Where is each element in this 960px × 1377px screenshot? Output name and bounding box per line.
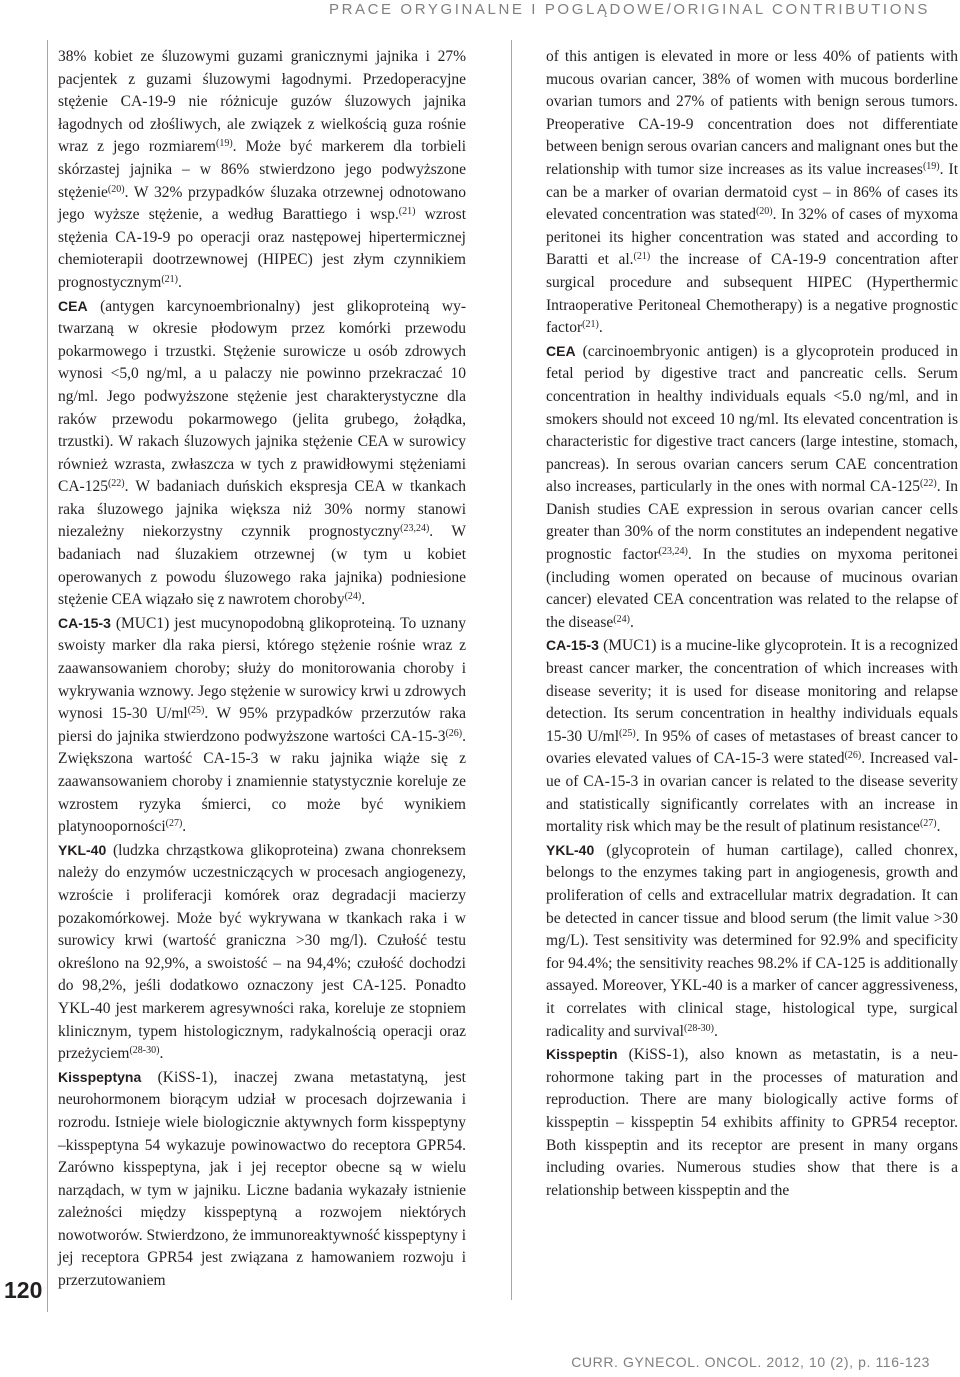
term-heading: CEA <box>546 342 576 359</box>
paragraph-kisspeptin-en: Kisspeptin (KiSS-1), also known as metastatin, is a neurohormone taking part in the processes of maturation and reproduction. There are many biologically active forms of kisspeptin – kisspeptin 54 exhibits affinity to GPR54 receptor. Both kisspeptin and its receptor are present in many organs including ovaries. Numerous studies show that there is a relationship between kisspeptin and the <box>546 1046 958 1199</box>
journal-citation-footer: CURR. GYNECOL. ONCOL. 2012, 10 (2), p. 116-123 <box>571 1354 930 1370</box>
citation-ref: (20) <box>107 183 125 195</box>
left-margin-rule <box>47 40 48 1312</box>
term-heading: CEA <box>58 297 88 314</box>
citation-ref: (22) <box>920 478 937 490</box>
citation-ref: (26) <box>445 727 463 739</box>
paragraph-ca153-en: CA-15-3 (MUC1) is a mucine-like glycoprotein. It is a recognized breast cancer marker, the concentration of which increases with disease severity; it is used for disease monitoring and relapse detection. Its serum concentration in healthy individuals equals 15-30 $U/ml^{(25)}$. In 95% of cases of metastases of breast cancer to ovaries elevated values of CA-15-3 were stated$^{(26)}$. Increased value of CA-15-3 in ovarian cancer is related to the disease severity and statistically significantly correlates with an increase in mortality risk which may be the result of platinum resistance$^{(27)}$. <box>546 637 958 836</box>
polish-column <box>58 46 466 1293</box>
term-heading: YKL-40 <box>546 841 595 858</box>
paragraph-cea-pl: CEA (antygen karcynoembrionalny) jest glikoproteiną wytwarzaną w okresie płodowym przez komórki przewodu pokarmowego i trzustki. Stężenie surowicze u osób zdrowych wynosi <5,0 ng/ml, a u palaczy nie powinno przekraczać 10 ng/ml. Jego podwyższone stężenie jest charakterystyczne dla raków przewodu pokarmowego (jelita grubego, żołądka, trzustki). W rakach śluzowych jajnika stężenie CEA w surowicy również wzrasta, zwłaszcza w tych z prawidłowymi stężeniami CA-125$^{(22)}$. W badaniach duńskich ekspresja CEA w tkankach raka śluzowego jajnika większa niż 30% normy stanowi niezależny niekorzystny czynnik prognostyczny$^{(23,24)}$. W badaniach nad śluzakiem otrzewnej (w tym u kobiet operowanych z powodu śluzowego raka jajnika) podniesione stężenie CEA wiązało się z nawrotem choroby$^{(24)}$. <box>58 297 466 609</box>
citation-ref: (24) <box>344 591 362 603</box>
paragraph-ca199-en: of this antigen is elevated in more or less 40% of patients with mucous ovarian cancer, 38% of women with mucous borderline ovarian tumors and 27% of patients with benign serous tumors. Preoperative CA-19-9 concentration does not differentiate between benign serous ovarian cancers and malignant ones but the relationship with tumor size increases as its value increases$^{(19)}$. It can be a marker of ovarian dermatoid cyst – in 86% of cases its elevated concentration was stated$^{(20)}$. In 32% of cases of myxoma peritonei its higher concentration was stated and according to Baratti et al.$^{(21)}$ the increase of CA-19-9 concentration after surgical procedure and subsequent HIPEC (Hyperthermic Intraoperative Peritoneal Chemotherapy) is a negative prognostic factor$^{(21)}$. <box>546 48 959 337</box>
citation-ref: (26) <box>844 750 862 762</box>
citation-ref: (24) <box>613 613 630 625</box>
paragraph-ykl40-en: YKL-40 (glycoprotein of human cartilage), called chonrex, belongs to the enzymes taking part in angiogenesis, growth and proliferation of cells and extracellular matrix degradation. It can be detected in cancer tissue and blood serum (the limit value >30 mg/L). Test sensitivity was determined for 92.9% and specificity for 94.4%; the sensitivity reaches 98.2% if CA-125 is additionally assayed. Moreover, YKL-40 is a marker of cancer aggressiveness, it correlates with clinical stage, histological type, surgical radicality and survival$^{(28-30)}$. <box>546 841 958 1040</box>
term-heading: Kisspeptyna <box>58 1068 142 1085</box>
term-heading: CA-15-3 <box>546 637 599 654</box>
citation-ref: (19) <box>215 138 233 150</box>
running-header: PRACE ORYGINALNE I POGLĄDOWE/ORIGINAL CONTRIBUTIONS <box>328 1 930 18</box>
paragraph-ca199-pl: 38% kobiet ze śluzowymi guzami granicznymi jajnika i 27% pacjentek z guzami śluzowymi łagodnymi. Przedoperacyjne stężenie CA-19-9 nie różnicuje guzów śluzowych jajnika łagodnych od złośliwych, ale związek z wielkością guza rośnie wraz z jego rozmiarem$^{(19)}$. Może być markerem dla torbieli skórzastej jajnika – w 86% stwierdzono jego podwyższone stężenie$^{(20)}$. W 32% przypadków śluzaka otrzewnej odnotowano jego wyższe stężenie, a według Barattiego i wsp.$^{(21)}$ wzrost stężenia CA-19-9 po operacji oraz następowej hipertermicznej chemioterapii dootrzewnowej (HIPEC) jest złym czynnikiem prognostycznym$^{(21)}$. <box>58 48 467 291</box>
term-heading: CA-15-3 <box>58 614 111 631</box>
citation-ref: (25) <box>187 705 205 717</box>
citation-ref: (21) <box>582 319 599 331</box>
page-number: 120 <box>4 1277 43 1303</box>
citation-ref: (21) <box>398 206 416 218</box>
citation-ref: (23,24) <box>400 523 430 535</box>
paragraph-ykl40-pl: YKL-40 (ludzka chrząstkowa glikoproteina) zwana chonreksem należy do enzymów uczestniczących w procesach angiogenezy, wzroście i proliferacji komórek oraz degradacji macierzy pozakomórkowej. Może być wykrywana w tkankach raka i w surowicy krwi (wartość graniczna >30 mg/l). Czułość testu określono na 92,9%, a swoistość – na 94,4%; czułość dochodzi do 98,2%, jeśli dodatkowo oznaczony jest CA-125. Ponadto YKL-40 jest markerem agresywności raka, koreluje ze stopniem klinicznym, typem histologicznym, radykalnością operacji oraz przeżyciem$^{(28-30)}$. <box>58 841 466 1063</box>
paragraph-kisspeptyna-pl: Kisspeptyna (KiSS-1), inaczej zwana metastatyną, jest neurohormonem biorącym udział w procesach dojrzewania i rozrodu. Istnieje wiele biologicznie aktywnych form kisspeptyny –kisspeptyna 54 wykazuje powinowactwo do receptora GPR54. Zarówno kisspeptyna, jak i jej receptor obecne są w wielu narządach, w tym w jajniku. Liczne badania wykazały istnienie zależności między kisspeptyną a rozwojem niektórych nowotworów. Stwierdzono, że immunoreaktywność kisspeptyny i jej receptora GPR54 jest związana z hamowaniem rozwoju i przerzutowaniem <box>58 1068 466 1290</box>
citation-ref: (27) <box>165 818 183 830</box>
paragraph-cea-en: CEA (carcinoembryonic antigen) is a glycoprotein produced in fetal period by digestive tract and pancreatic cells. Serum concentration in healthy individuals equals <5.0 ng/ml, and in smokers should not exceed 10 ng/ml. Its elevated concentration is characteristic for digestive tract cancers (large intestine, stomach, pancreas). In serous ovarian cancers serum CAE concentration also increases, particularly in the ones with normal CA-125$^{(22)}$. In Danish studies CAE expression in serous ovarian cancer cells greater than 30% of the norm constitutes an independent negative prognostic factor$^{(23,24)}$. In the studies on myxoma peritonei (including women operated on because of mucinous ovarian cancer) elevated CEA concentration was related to the relapse of the disease$^{(24)}$. <box>546 342 958 631</box>
paragraph-ca153-pl: CA-15-3 (MUC1) jest mucynopodobną glikoproteiną. To uznany swoisty marker dla raka piersi, którego stężenie rośnie wraz z zaawansowaniem choroby; służy do monitorowania choroby i wykrywania wznowy. Jego stężenie w surowicy krwi u zdrowych wynosi 15-30 $U/ml^{(25)}$. W 95% przypadków przerzutów raka piersi do jajnika stwierdzono podwyższone wartości CA-15-3$^{(26)}$. Zwiększona wartość CA-15-3 w raku jajnika wiąże się z zaawansowaniem choroby i znamiennie statystycznie koreluje ze wzrostem ryzyka śmierci, co może być wynikiem platynooporności$^{(27)}$. <box>58 614 466 836</box>
citation-ref: (20) <box>755 206 773 218</box>
english-column <box>546 46 958 1202</box>
term-heading: Kisspeptin <box>546 1046 618 1063</box>
citation-ref: (21) <box>161 273 178 285</box>
citation-ref: (21) <box>633 251 651 263</box>
citation-ref: (25) <box>619 727 636 739</box>
citation-ref: (28-30) <box>129 1045 160 1057</box>
column-divider <box>511 40 512 1300</box>
term-heading: YKL-40 <box>58 841 107 858</box>
citation-ref: (27) <box>919 818 937 830</box>
citation-ref: (28-30) <box>684 1022 714 1034</box>
citation-ref: (23,24) <box>658 546 688 558</box>
citation-ref: (19) <box>922 160 940 172</box>
citation-ref: (22) <box>107 478 125 490</box>
